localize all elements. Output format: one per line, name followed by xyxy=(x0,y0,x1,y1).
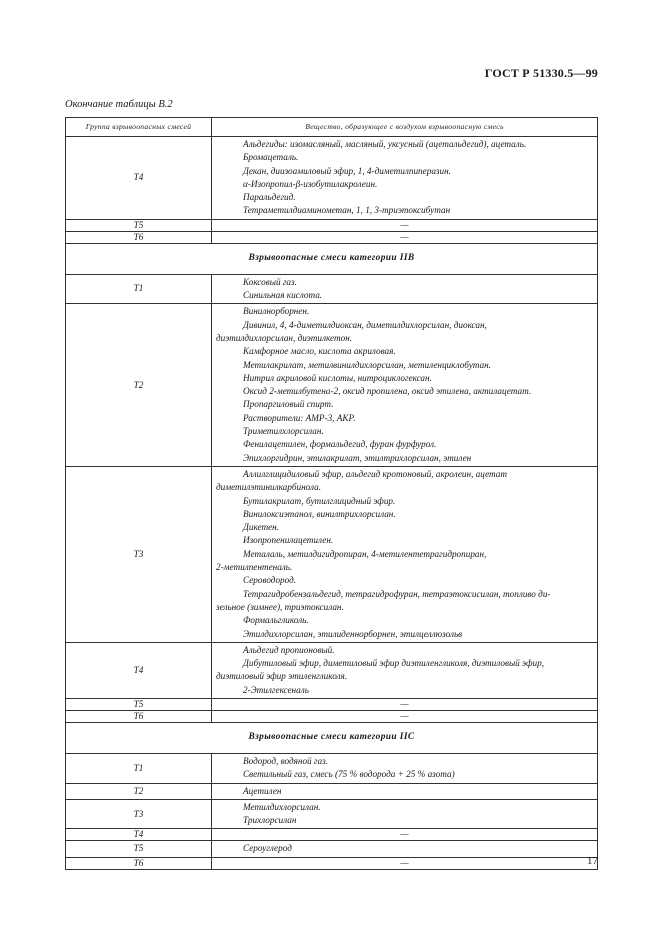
table-row xyxy=(66,783,598,799)
empty-dash-cell: — xyxy=(212,231,598,243)
substance-line: Этилдихлорсилан, этилиденнорборнен, этилцеллюзольв xyxy=(243,628,463,639)
substance-line: Оксид 2-метилбутена-2, оксид пропилена, оксид этилена, актилацетат. xyxy=(243,386,532,397)
table-row xyxy=(66,753,598,783)
group-cell: Т2 xyxy=(66,783,212,799)
substance-line: Дивинил, 4, 4-диметилдиоксан, диметилдихлорсилан, диоксан, xyxy=(243,319,487,330)
category-heading: Взрывоопасные смеси категории IIC xyxy=(66,722,598,753)
substance-cell xyxy=(212,274,598,304)
group-cell: Т6 xyxy=(66,231,212,243)
substance-cell xyxy=(212,783,598,799)
col-header-group: Группа взрывоопасных смесей xyxy=(66,118,212,137)
substance-line: Синильная кислота. xyxy=(243,290,323,301)
substance-line: Аллилглицидиловый эфир, альдегид кротоновый, акролеин, ацетат xyxy=(243,468,508,479)
substance-line: Бромацеталь. xyxy=(243,152,299,163)
substance-line: зельное (зимнее), триэтоксилан. xyxy=(216,601,344,612)
substance-cell xyxy=(212,753,598,783)
substance-line: Нитрил акриловой кислоты, нитроциклогексан. xyxy=(243,372,432,383)
substance-line: Эпихлоргидрин, этилакрилат, этилтрихлорсилан, этилен xyxy=(243,452,472,463)
substance-cell xyxy=(212,799,598,829)
substance-line: Пропаргиловый спирт. xyxy=(243,399,334,410)
empty-dash-cell: — xyxy=(212,857,598,869)
substance-line: Сероуглерод xyxy=(243,843,292,854)
category-row xyxy=(66,243,598,274)
substance-cell xyxy=(212,642,598,698)
table-row xyxy=(66,231,598,243)
col-header-substance: Вещество, образующее с воздухом взрывоопасную смесь xyxy=(212,118,598,137)
substance-cell xyxy=(212,466,598,642)
empty-dash-cell: — xyxy=(212,710,598,722)
group-cell: Т5 xyxy=(66,698,212,710)
group-cell: Т4 xyxy=(66,642,212,698)
substance-line: Альдегид пропионовый. xyxy=(243,644,335,655)
table-row xyxy=(66,710,598,722)
table-row xyxy=(66,841,598,857)
substance-cell xyxy=(212,304,598,467)
group-cell: Т5 xyxy=(66,219,212,231)
substance-line: Винилоксиэтанол, винилтрихлорсилан. xyxy=(243,508,396,519)
table-caption: Окончание таблицы В.2 xyxy=(65,99,173,110)
table-row xyxy=(66,642,598,698)
document-header: ГОСТ Р 51330.5—99 xyxy=(484,66,598,80)
table-body xyxy=(66,137,598,870)
substance-line: Тетрагидробензальдегид, тетрагидрофуран, тетраэтоксисилан, топливо ди- xyxy=(243,588,551,599)
table-row xyxy=(66,219,598,231)
table-row xyxy=(66,466,598,642)
substance-line: Метилакрилат, метилвинилдихлорсилан, метиленциклобутан. xyxy=(243,359,491,370)
substance-line: диэтиловый эфир этиленгликоля. xyxy=(216,671,348,682)
substance-cell xyxy=(212,137,598,220)
table-row xyxy=(66,137,598,220)
substance-line: Винилнорборнен. xyxy=(243,306,310,317)
table-row xyxy=(66,698,598,710)
group-cell: Т1 xyxy=(66,753,212,783)
substance-line: диметилэтинилкарбинола. xyxy=(216,482,322,493)
substance-line: Тетраметилдиаминометан, 1, 1, 3-триэтоксибутан xyxy=(243,205,451,216)
substance-line: α-Изопропил-β-изобутилакролеин. xyxy=(243,178,378,189)
substance-line: диэтилдихлорсилан, диэтилкетон. xyxy=(216,332,353,343)
substance-line: Фенилацетилен, формальдегид, фуран фурфурол. xyxy=(243,439,437,450)
substance-line: Формальгликоль. xyxy=(243,615,309,626)
table-row xyxy=(66,799,598,829)
page-number: 17 xyxy=(587,855,598,867)
group-cell: Т1 xyxy=(66,274,212,304)
substance-line: Дикетен. xyxy=(243,522,280,533)
substance-line: Бутилакрилат, бутилглицидный эфир. xyxy=(243,495,396,506)
substance-line: Светильный газ, смесь (75 % водорода + 25 % азота) xyxy=(243,769,455,780)
group-cell: Т6 xyxy=(66,710,212,722)
substances-table xyxy=(65,117,598,870)
substance-line: 2-Этилгексеналь xyxy=(243,684,309,695)
empty-dash-cell: — xyxy=(212,698,598,710)
substance-line: Дибутиловый эфир, диметиловый эфир диэтиленгликоля, диэтиловый эфир, xyxy=(243,658,544,669)
table-row xyxy=(66,304,598,467)
table-row xyxy=(66,857,598,869)
substance-line: Сероводород. xyxy=(243,575,297,586)
group-cell: Т3 xyxy=(66,799,212,829)
substance-line: Трихлорсилан xyxy=(243,815,297,826)
substance-line: Изопропенилацетилен. xyxy=(243,535,334,546)
table-row xyxy=(66,829,598,841)
substance-line: Ацетилен xyxy=(243,785,282,796)
substance-line: Растворители: АМР-3, АКР. xyxy=(243,412,356,423)
substance-line: Паральдегид. xyxy=(243,192,296,203)
group-cell: Т4 xyxy=(66,829,212,841)
group-cell: Т6 xyxy=(66,857,212,869)
category-heading: Взрывоопасные смеси категории IIB xyxy=(66,243,598,274)
substance-cell xyxy=(212,841,598,857)
table-header-row xyxy=(66,118,598,137)
substance-line: Металаль, метилдигидропиран, 4-метилентетрагидропиран, xyxy=(243,548,487,559)
group-cell: Т3 xyxy=(66,466,212,642)
group-cell: Т2 xyxy=(66,304,212,467)
empty-dash-cell: — xyxy=(212,829,598,841)
substance-line: Метилдихлорсилан. xyxy=(243,801,321,812)
substance-line: Камфорное масло, кислота акриловая. xyxy=(243,346,396,357)
substance-line: Триметилхлорсилан. xyxy=(243,426,324,437)
substance-line: Коксовый газ. xyxy=(243,276,297,287)
group-cell: Т5 xyxy=(66,841,212,857)
substance-line: Декан, диизоамиловый эфир, 1, 4-диметилпиперазин. xyxy=(243,165,451,176)
group-cell: Т4 xyxy=(66,137,212,220)
empty-dash-cell: — xyxy=(212,219,598,231)
table-row xyxy=(66,274,598,304)
substance-line: 2-метилпентеналь. xyxy=(216,562,293,573)
category-row xyxy=(66,722,598,753)
substance-line: Альдегиды: изомасляный, масляный, уксусный (ацетальдегид), ацеталь. xyxy=(243,139,527,149)
substance-line: Водород, водяной газ. xyxy=(243,755,328,766)
